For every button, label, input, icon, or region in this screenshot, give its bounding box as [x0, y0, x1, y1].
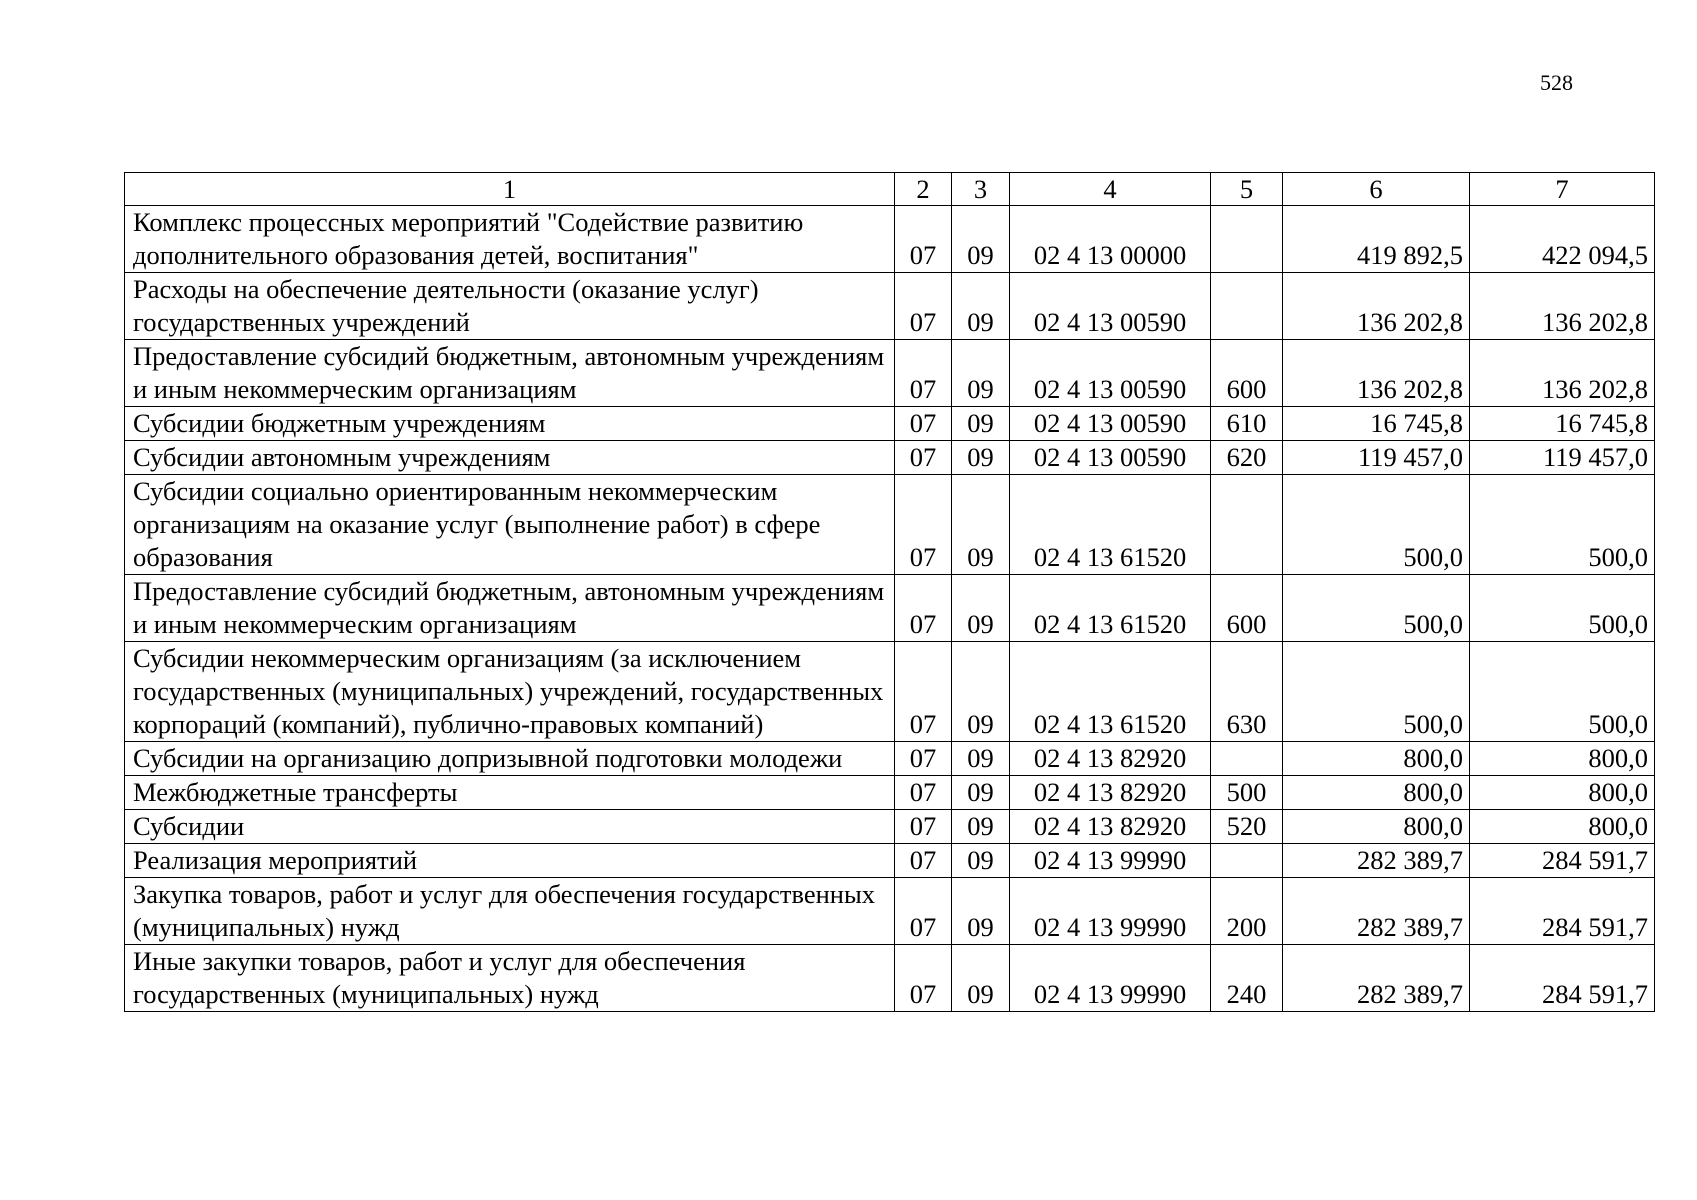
cell-vr: 630: [1211, 642, 1283, 742]
table-row: [125, 810, 1655, 844]
cell-rz: 07: [895, 878, 952, 945]
header-col-3: 3: [952, 173, 1010, 206]
cell-pr: 09: [952, 742, 1010, 776]
cell-csr: 02 4 13 00000: [1010, 206, 1211, 273]
cell-vr: [1211, 844, 1283, 878]
cell-rz: 07: [895, 340, 952, 407]
cell-pr: 09: [952, 441, 1010, 475]
cell-csr: 02 4 13 00590: [1010, 273, 1211, 340]
cell-csr: 02 4 13 82920: [1010, 810, 1211, 844]
table-row: [125, 844, 1655, 878]
cell-pr: 09: [952, 642, 1010, 742]
cell-sum2: 16 745,8: [1470, 407, 1655, 441]
cell-sum1: 500,0: [1283, 575, 1470, 642]
cell-sum1: 800,0: [1283, 776, 1470, 810]
cell-rz: 07: [895, 742, 952, 776]
cell-name: Реализация мероприятий: [125, 844, 895, 878]
cell-csr: 02 4 13 99990: [1010, 844, 1211, 878]
cell-rz: 07: [895, 642, 952, 742]
cell-sum1: 419 892,5: [1283, 206, 1470, 273]
cell-sum2: 422 094,5: [1470, 206, 1655, 273]
page-number: 528: [1540, 70, 1573, 95]
cell-pr: 09: [952, 206, 1010, 273]
cell-rz: 07: [895, 844, 952, 878]
cell-pr: 09: [952, 407, 1010, 441]
cell-vr: 520: [1211, 810, 1283, 844]
cell-pr: 09: [952, 340, 1010, 407]
cell-sum1: 800,0: [1283, 810, 1470, 844]
cell-rz: 07: [895, 475, 952, 575]
cell-name: Субсидии некоммерческим организациям (за исключением государственных (муниципальных) учреждений, государственных корпораций (компаний), публично-правовых компаний): [125, 642, 895, 742]
cell-pr: 09: [952, 575, 1010, 642]
cell-name: Закупка товаров, работ и услуг для обеспечения государственных (муниципальных) нужд: [125, 878, 895, 945]
cell-name: Предоставление субсидий бюджетным, автономным учреждениям и иным некоммерческим организациям: [125, 575, 895, 642]
cell-vr: [1211, 475, 1283, 575]
cell-sum2: 119 457,0: [1470, 441, 1655, 475]
table-row: [125, 642, 1655, 742]
cell-sum1: 500,0: [1283, 642, 1470, 742]
cell-pr: 09: [952, 878, 1010, 945]
cell-vr: 610: [1211, 407, 1283, 441]
cell-vr: 500: [1211, 776, 1283, 810]
cell-rz: 07: [895, 407, 952, 441]
cell-csr: 02 4 13 82920: [1010, 742, 1211, 776]
cell-sum1: 119 457,0: [1283, 441, 1470, 475]
cell-pr: 09: [952, 273, 1010, 340]
header-col-7: 7: [1470, 173, 1655, 206]
cell-sum2: 800,0: [1470, 776, 1655, 810]
cell-sum2: 136 202,8: [1470, 340, 1655, 407]
cell-csr: 02 4 13 99990: [1010, 878, 1211, 945]
cell-vr: [1211, 742, 1283, 776]
cell-vr: 200: [1211, 878, 1283, 945]
table-row: [125, 945, 1655, 1012]
cell-csr: 02 4 13 00590: [1010, 340, 1211, 407]
cell-vr: 600: [1211, 575, 1283, 642]
table-row: [125, 273, 1655, 340]
cell-pr: 09: [952, 475, 1010, 575]
cell-csr: 02 4 13 61520: [1010, 575, 1211, 642]
cell-pr: 09: [952, 776, 1010, 810]
cell-name: Субсидии автономным учреждениям: [125, 441, 895, 475]
table-row: [125, 742, 1655, 776]
cell-csr: 02 4 13 82920: [1010, 776, 1211, 810]
cell-rz: 07: [895, 945, 952, 1012]
cell-name: Субсидии бюджетным учреждениям: [125, 407, 895, 441]
cell-sum2: 284 591,7: [1470, 844, 1655, 878]
cell-name: Предоставление субсидий бюджетным, автономным учреждениям и иным некоммерческим организациям: [125, 340, 895, 407]
cell-csr: 02 4 13 61520: [1010, 642, 1211, 742]
cell-rz: 07: [895, 273, 952, 340]
table-row: [125, 575, 1655, 642]
cell-name: Расходы на обеспечение деятельности (оказание услуг) государственных учреждений: [125, 273, 895, 340]
cell-vr: 600: [1211, 340, 1283, 407]
table-row: [125, 407, 1655, 441]
cell-pr: 09: [952, 945, 1010, 1012]
cell-sum2: 800,0: [1470, 810, 1655, 844]
cell-name: Субсидии на организацию допризывной подготовки молодежи: [125, 742, 895, 776]
cell-sum1: 282 389,7: [1283, 844, 1470, 878]
table-row: [125, 776, 1655, 810]
cell-csr: 02 4 13 61520: [1010, 475, 1211, 575]
cell-sum1: 16 745,8: [1283, 407, 1470, 441]
cell-name: Комплекс процессных мероприятий "Содействие развитию дополнительного образования детей, воспитания": [125, 206, 895, 273]
header-col-6: 6: [1283, 173, 1470, 206]
cell-csr: 02 4 13 00590: [1010, 441, 1211, 475]
cell-sum1: 282 389,7: [1283, 878, 1470, 945]
header-col-4: 4: [1010, 173, 1211, 206]
cell-sum2: 500,0: [1470, 575, 1655, 642]
header-col-2: 2: [895, 173, 952, 206]
cell-sum1: 500,0: [1283, 475, 1470, 575]
budget-table: [124, 172, 1655, 1012]
cell-name: Иные закупки товаров, работ и услуг для обеспечения государственных (муниципальных) нужд: [125, 945, 895, 1012]
header-col-1: 1: [125, 173, 895, 206]
cell-rz: 07: [895, 575, 952, 642]
table-row: [125, 475, 1655, 575]
cell-name: Субсидии: [125, 810, 895, 844]
cell-sum2: 500,0: [1470, 475, 1655, 575]
cell-sum1: 136 202,8: [1283, 340, 1470, 407]
cell-sum2: 136 202,8: [1470, 273, 1655, 340]
cell-sum2: 284 591,7: [1470, 945, 1655, 1012]
cell-name: Субсидии социально ориентированным некоммерческим организациям на оказание услуг (выполнение работ) в сфере образования: [125, 475, 895, 575]
cell-csr: 02 4 13 00590: [1010, 407, 1211, 441]
table-row: [125, 206, 1655, 273]
table-row: [125, 441, 1655, 475]
cell-sum2: 800,0: [1470, 742, 1655, 776]
cell-pr: 09: [952, 810, 1010, 844]
cell-sum2: 500,0: [1470, 642, 1655, 742]
cell-sum1: 800,0: [1283, 742, 1470, 776]
cell-vr: 240: [1211, 945, 1283, 1012]
cell-vr: [1211, 273, 1283, 340]
table-row: [125, 340, 1655, 407]
cell-vr: 620: [1211, 441, 1283, 475]
cell-csr: 02 4 13 99990: [1010, 945, 1211, 1012]
cell-sum2: 284 591,7: [1470, 878, 1655, 945]
cell-rz: 07: [895, 441, 952, 475]
header-row: [125, 173, 1655, 206]
cell-vr: [1211, 206, 1283, 273]
table-row: [125, 878, 1655, 945]
cell-sum1: 282 389,7: [1283, 945, 1470, 1012]
cell-pr: 09: [952, 844, 1010, 878]
cell-sum1: 136 202,8: [1283, 273, 1470, 340]
cell-rz: 07: [895, 776, 952, 810]
header-col-5: 5: [1211, 173, 1283, 206]
cell-rz: 07: [895, 206, 952, 273]
cell-rz: 07: [895, 810, 952, 844]
cell-name: Межбюджетные трансферты: [125, 776, 895, 810]
